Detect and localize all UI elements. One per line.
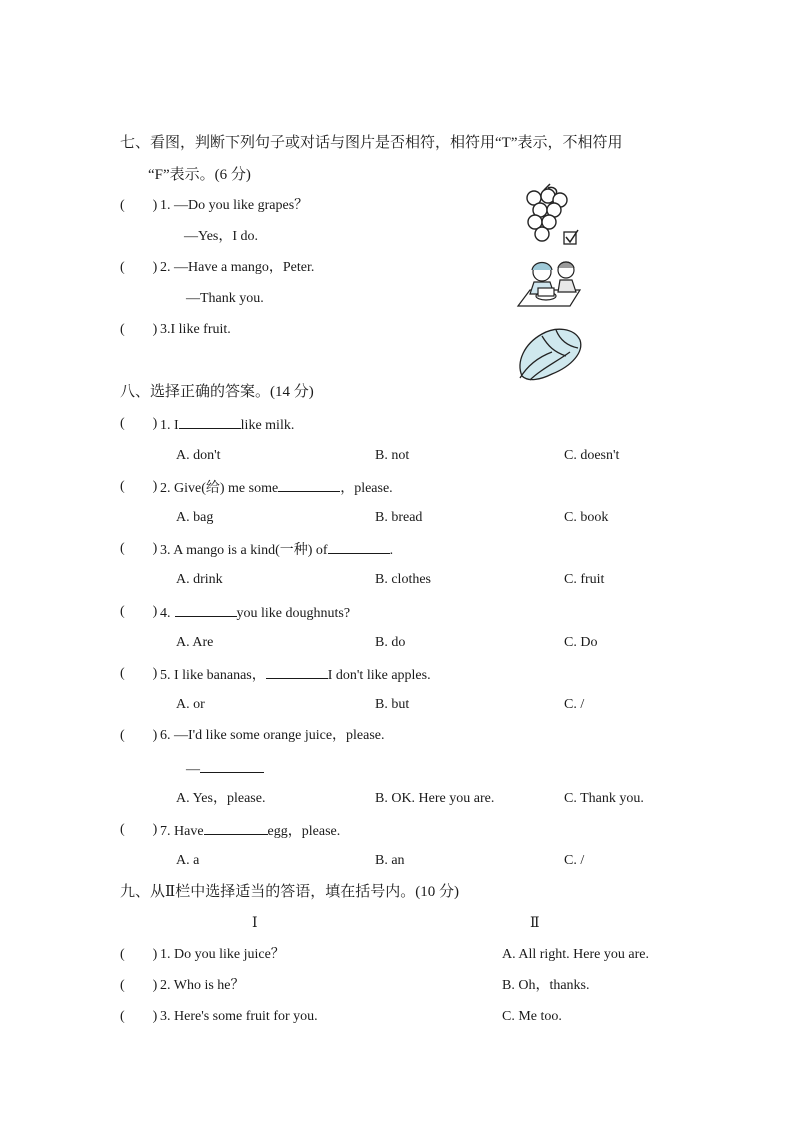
question-text: 1. I [160, 418, 179, 433]
option-c: C. Thank you. [564, 791, 644, 806]
answer-text: —Thank you. [186, 291, 264, 306]
option-a: A. don't [176, 448, 221, 463]
question-line [160, 820, 340, 842]
question-line [160, 539, 393, 561]
answer-paren[interactable]: ( ) [120, 728, 158, 743]
answer-paren[interactable]: ( ) [120, 198, 158, 213]
answer-line [186, 758, 264, 780]
question-line [160, 664, 431, 686]
question-text: I don't like apples. [327, 668, 431, 683]
question-text: 3.I like fruit. [160, 322, 231, 337]
question-text: 3. A mango is a kind(一种) of [160, 543, 328, 558]
question-text: 6. —I'd like some orange juice，please. [160, 728, 385, 743]
fill-blank[interactable] [175, 602, 237, 617]
option-c: C. Do [564, 635, 598, 650]
option-a: A. Yes，please. [176, 791, 266, 806]
answer-paren[interactable]: ( ) [120, 479, 158, 494]
option-b: B. not [375, 448, 410, 463]
question-text: 4. [160, 606, 171, 621]
question-text: 2. Give(给) me some [160, 481, 279, 496]
question-text: 7. Have [160, 824, 204, 839]
fill-blank[interactable] [200, 758, 264, 773]
option-b: B. do [375, 635, 406, 650]
fill-blank[interactable] [266, 664, 328, 679]
option-b: B. bread [375, 510, 423, 525]
question-text: like milk. [240, 418, 295, 433]
option-a: A. drink [176, 572, 223, 587]
question-text: egg，please. [267, 824, 341, 839]
option-a: A. or [176, 697, 205, 712]
question-line [160, 414, 294, 436]
response-text: B. Oh，thanks. [502, 978, 590, 993]
section8-title: 八、选择正确的答案。(14 分) [120, 384, 314, 400]
section7-title-line2: “F”表示。(6 分) [148, 167, 251, 183]
question-text: 1. —Do you like grapes？ [160, 198, 309, 213]
question-text: . [389, 543, 394, 558]
option-b: B. clothes [375, 572, 431, 587]
option-c: C. doesn't [564, 448, 620, 463]
question-text: 5. I like bananas， [160, 668, 266, 683]
question-text: 3. Here's some fruit for you. [160, 1009, 318, 1024]
column-header-2: Ⅱ [530, 916, 540, 931]
answer-paren[interactable]: ( ) [120, 978, 158, 993]
question-text: 2. —Have a mango，Peter. [160, 260, 315, 275]
grapes-with-check-icon [522, 182, 582, 248]
option-a: A. a [176, 853, 200, 868]
fill-blank[interactable] [328, 539, 390, 554]
cabbage-icon [512, 322, 584, 384]
option-c: C. / [564, 853, 585, 868]
option-b: B. an [375, 853, 405, 868]
option-c: C. / [564, 697, 585, 712]
response-text: C. Me too. [502, 1009, 562, 1024]
question-text: you like doughnuts? [236, 606, 351, 621]
dash: — [186, 762, 200, 777]
response-text: A. All right. Here you are. [502, 947, 649, 962]
answer-paren[interactable]: ( ) [120, 822, 158, 837]
fill-blank[interactable] [278, 477, 340, 492]
question-text: 2. Who is he？ [160, 978, 245, 993]
column-header-1: Ⅰ [252, 916, 258, 931]
answer-text: —Yes，I do. [184, 229, 259, 244]
children-with-cake-icon [516, 258, 582, 314]
question-line [160, 477, 393, 499]
answer-paren[interactable]: ( ) [120, 1009, 158, 1024]
answer-paren[interactable]: ( ) [120, 947, 158, 962]
question-text: 1. Do you like juice？ [160, 947, 285, 962]
answer-paren[interactable]: ( ) [120, 260, 158, 275]
option-a: A. bag [176, 510, 214, 525]
answer-paren[interactable]: ( ) [120, 322, 158, 337]
question-text: ，please. [340, 481, 393, 496]
fill-blank[interactable] [179, 414, 241, 429]
answer-paren[interactable]: ( ) [120, 604, 158, 619]
option-c: C. book [564, 510, 609, 525]
question-line [160, 602, 350, 624]
option-b: B. but [375, 697, 410, 712]
option-a: A. Are [176, 635, 214, 650]
section7-title-line1: 七、看图，判断下列句子或对话与图片是否相符，相符用“T”表示，不相符用 [120, 135, 623, 151]
answer-paren[interactable]: ( ) [120, 666, 158, 681]
answer-paren[interactable]: ( ) [120, 541, 158, 556]
answer-paren[interactable]: ( ) [120, 416, 158, 431]
option-b: B. OK. Here you are. [375, 791, 495, 806]
section9-title: 九、从Ⅱ栏中选择适当的答语，填在括号内。(10 分) [120, 884, 459, 900]
option-c: C. fruit [564, 572, 605, 587]
fill-blank[interactable] [204, 820, 268, 835]
